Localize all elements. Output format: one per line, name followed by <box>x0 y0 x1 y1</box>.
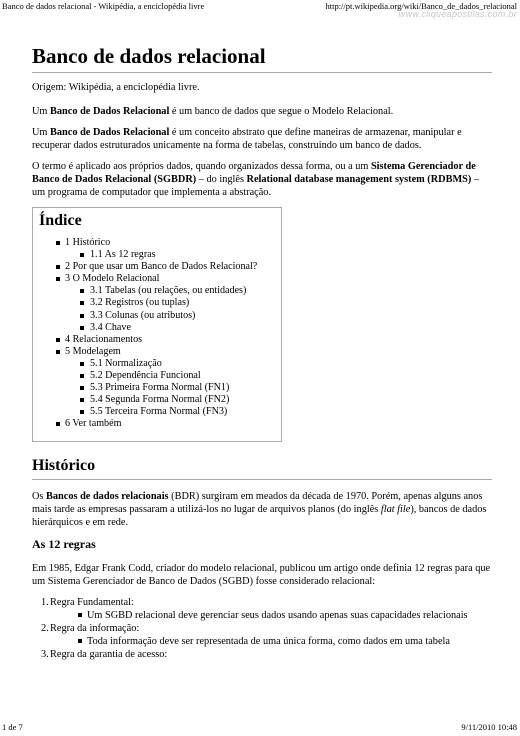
term-rdbms: Relational database management system (RDBMS) <box>246 174 472 185</box>
intro-paragraph-2: Um Banco de Dados Relacional é um conceito abstrato que define maneiras de armazenar, manipular e recuperar dados estruturados unicamente na forma de tabelas, construindo um banco de dados. <box>32 127 462 151</box>
toc-item-registros[interactable]: 3.2 Registros (ou tuplas) <box>39 297 275 309</box>
historico-paragraph: Os Bancos de dados relacionais (BDR) surgiram em meados da década de 1970. Porém, apenas alguns anos mais tarde as empresas passaram a utilizá-los no lugar de arquivos planos (do inglês flat file), bancos de dados hierárquicos e em rede. <box>32 490 487 528</box>
toc-list <box>39 237 275 431</box>
table-of-contents <box>32 207 282 442</box>
rule-title: Regra da informação: <box>50 622 140 634</box>
toc-item-tabelas[interactable]: 3.1 Tabelas (ou relações, ou entidades) <box>39 285 275 297</box>
toc-item-fn1[interactable]: 5.3 Primeira Forma Normal (FN1) <box>39 382 275 394</box>
rule-detail: Toda informação deve ser representada de uma única forma, como dados em uma tabela <box>50 635 492 648</box>
toc-item-12-regras[interactable]: 1.1 As 12 regras <box>39 249 275 261</box>
toc-item-normalizacao[interactable]: 5.1 Normalização <box>39 358 275 370</box>
print-datetime: 9/11/2010 10:48 <box>461 722 517 732</box>
term-bdr-plural: Bancos de dados relacionais <box>46 490 169 502</box>
toc-item-colunas[interactable]: 3.3 Colunas (ou atributos) <box>39 310 275 322</box>
regras-intro: Em 1985, Edgar Frank Codd, criador do modelo relacional, publicou um artigo onde definia 12 regras para que um Sistema Gerenciador de Banco de Dados (SGBD) fosse considerado relacional: <box>32 562 491 587</box>
toc-item-por-que-usar[interactable]: 2 Por que usar um Banco de Dados Relacional? <box>39 261 275 273</box>
toc-item-dependencia-funcional[interactable]: 5.2 Dependência Funcional <box>39 370 275 382</box>
term-bdr: Banco de Dados Relacional <box>50 127 170 138</box>
rule-item <box>32 648 492 661</box>
page-title: Banco de dados relacional <box>32 44 266 68</box>
rules-list <box>32 596 492 661</box>
toc-item-fn2[interactable]: 5.4 Segunda Forma Normal (FN2) <box>39 394 275 406</box>
intro-paragraph-3: O termo é aplicado aos próprios dados, quando organizados dessa forma, ou a um Sistema Gerenciador de Banco de Dados Relacional (SGBDR) – do inglês Relational database management system (RDBMS) – um programa de computador que implementa a abstração. <box>32 161 480 198</box>
toc-title: Índice <box>39 212 82 229</box>
term-sgbdr: Sistema Gerenciador de Banco de Dados Relacional (SGBDR) <box>32 161 476 185</box>
toc-item-modelo-relacional[interactable]: 3 O Modelo Relacional <box>39 273 275 285</box>
section-heading-historico: Histórico <box>32 456 96 474</box>
toc-item-chave[interactable]: 3.4 Chave <box>39 322 275 334</box>
rule-item <box>32 622 492 648</box>
toc-item-modelagem[interactable]: 5 Modelagem <box>39 346 275 358</box>
rule-number: 1. <box>41 596 49 608</box>
origin-note: Origem: Wikipédia, a enciclopédia livre. <box>32 82 200 93</box>
toc-item-historico[interactable]: 1 Histórico <box>39 237 275 249</box>
term-flat-file: flat file <box>380 503 411 515</box>
section-divider <box>32 479 492 480</box>
watermark: www.cliqueapostilas.com.br <box>398 9 517 19</box>
rule-number: 3. <box>41 648 49 660</box>
section-heading-12-regras: As 12 regras <box>32 536 96 551</box>
print-header-url: http://pt.wikipedia.org/wiki/Banco_de_dados_relacional <box>325 1 517 11</box>
rule-title: Regra da garantia de acesso: <box>50 648 168 660</box>
print-footer <box>0 722 520 733</box>
title-divider <box>32 72 492 73</box>
toc-item-fn3[interactable]: 5.5 Terceira Forma Normal (FN3) <box>39 406 275 418</box>
toc-item-ver-tambem[interactable]: 6 Ver também <box>39 418 275 430</box>
term-bdr: Banco de Dados Relacional <box>50 106 170 117</box>
toc-item-relacionamentos[interactable]: 4 Relacionamentos <box>39 334 275 346</box>
print-header-title: Banco de dados relacional - Wikipédia, a enciclopédia livre <box>2 1 205 11</box>
intro-paragraph-1: Um Banco de Dados Relacional é um banco de dados que segue o Modelo Relacional. <box>32 106 394 117</box>
rule-title: Regra Fundamental: <box>50 596 134 608</box>
article-body <box>32 44 492 661</box>
page-counter: 1 de 7 <box>2 722 23 732</box>
rule-item <box>32 596 492 622</box>
rule-number: 2. <box>41 622 49 634</box>
rule-detail: Um SGBD relacional deve gerenciar seus dados usando apenas suas capacidades relacionais <box>50 609 492 622</box>
